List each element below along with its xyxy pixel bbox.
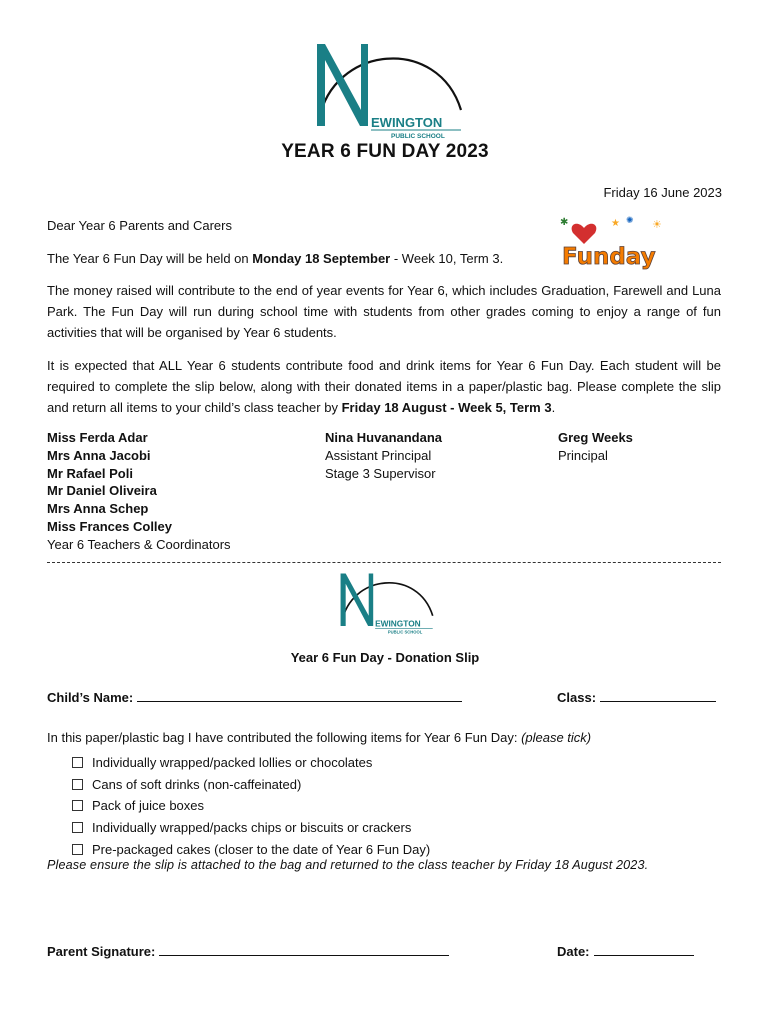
teacher-role: Year 6 Teachers & Coordinators xyxy=(47,536,231,552)
donation-item[interactable]: Individually wrapped/packed lollies or chocolates xyxy=(72,752,430,774)
paragraph-2: The money raised will contribute to the end of year events for Year 6, which includes Graduation, Farewell and Luna Park. The Fun Day will run during school time with students from other grades coming to enjoy a range of fun activities that will be organised by Year 6 students. xyxy=(47,283,721,340)
slip-note: Please ensure the slip is attached to the bag and returned to the class teacher by Friday 18 August 2023. xyxy=(47,858,649,872)
date-field[interactable] xyxy=(557,944,694,959)
donation-item[interactable]: Pre-packaged cakes (closer to the date of Year 6 Fun Day) xyxy=(72,838,430,860)
ap-role: Assistant Principal xyxy=(325,447,432,463)
child-name-field[interactable] xyxy=(47,690,462,705)
slip-title: Year 6 Fun Day - Donation Slip xyxy=(290,650,480,665)
paragraph-1: The Year 6 Fun Day will be held on Monday 18 September - Week 10, Term 3. xyxy=(47,251,504,266)
ap-name: Nina Huvanandana xyxy=(325,430,443,445)
teacher-name: Miss Frances Colley xyxy=(47,518,172,534)
date-label: Date: xyxy=(557,944,590,959)
logo-text: EWINGTON xyxy=(375,618,421,629)
checkbox[interactable] xyxy=(72,800,83,811)
ap-role: Stage 3 Supervisor xyxy=(325,465,436,481)
letter-date: Friday 16 June 2023 xyxy=(603,185,722,200)
funday-label: Funday xyxy=(562,244,656,270)
class-label: Class: xyxy=(557,690,597,705)
donation-item[interactable]: Cans of soft drinks (non-caffeinated) xyxy=(72,774,430,796)
parent-signature-label: Parent Signature: xyxy=(47,944,156,959)
teacher-signatories xyxy=(47,429,231,554)
teacher-name: Mrs Anna Schep xyxy=(47,501,149,517)
checkbox[interactable] xyxy=(72,822,83,833)
teacher-name: Mr Daniel Oliveira xyxy=(47,483,157,499)
principal-role: Principal xyxy=(558,447,608,463)
assistant-principal xyxy=(325,429,442,482)
slip-intro: In this paper/plastic bag I have contributed the following items for Year 6 Fun Day: (please tick) xyxy=(47,730,592,745)
logo-subtext: PUBLIC SCHOOL xyxy=(391,133,445,140)
greeting: Dear Year 6 Parents and Carers xyxy=(47,218,232,233)
logo-subtext: PUBLIC SCHOOL xyxy=(387,629,423,635)
school-logo-small xyxy=(338,571,434,635)
teacher-name: Mrs Anna Jacobi xyxy=(47,447,151,463)
parent-signature-field[interactable] xyxy=(47,944,449,959)
parent-signature-line[interactable] xyxy=(159,944,449,956)
class-field[interactable] xyxy=(557,690,716,705)
donation-item[interactable]: Pack of juice boxes xyxy=(72,795,430,817)
cut-line xyxy=(47,562,721,563)
donation-items xyxy=(72,752,430,860)
principal xyxy=(558,429,633,465)
date-line[interactable] xyxy=(594,944,694,956)
child-name-label: Child’s Name: xyxy=(47,690,134,705)
svg-text:☀: ☀ xyxy=(652,219,662,231)
teacher-name: Mr Rafael Poli xyxy=(47,465,133,481)
paragraph-3: It is expected that ALL Year 6 students contribute food and drink items for Year 6 Fun Day. Each student will be required to complete the slip below, along with their donated items in a paper/plastic bag. Please complete the slip and return all items to your child’s class teacher by Friday 18 August - Week 5, Term 3. xyxy=(47,358,721,415)
funday-image xyxy=(556,214,668,273)
class-line[interactable] xyxy=(600,690,716,702)
svg-text:✺: ✺ xyxy=(626,215,634,225)
logo-text: EWINGTON xyxy=(371,115,443,130)
principal-name: Greg Weeks xyxy=(558,430,633,445)
teacher-name: Miss Ferda Adar xyxy=(47,430,148,445)
page-title: YEAR 6 FUN DAY 2023 xyxy=(281,141,489,162)
checkbox[interactable] xyxy=(72,844,83,855)
svg-text:★: ★ xyxy=(611,218,620,229)
school-logo xyxy=(313,40,463,140)
child-name-line[interactable] xyxy=(137,690,462,702)
svg-text:✱: ✱ xyxy=(560,217,569,228)
checkbox[interactable] xyxy=(72,757,83,768)
checkbox[interactable] xyxy=(72,779,83,790)
donation-item[interactable]: Individually wrapped/packs chips or biscuits or crackers xyxy=(72,817,430,839)
